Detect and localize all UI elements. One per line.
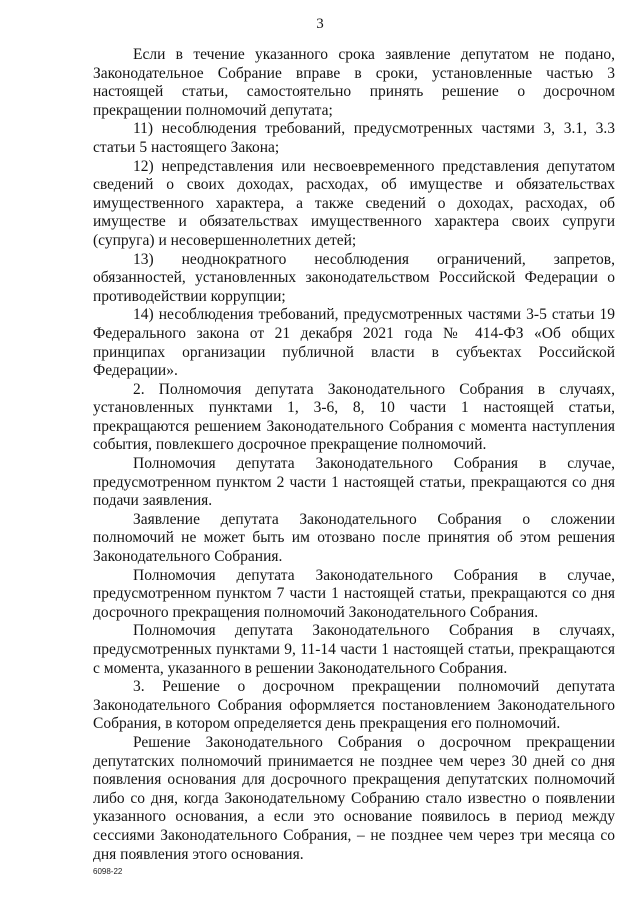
paragraph: 12) непредставления или несвоевременного представления депутатом сведений о своих доходах, расходах, об имуществе и обязательствах имущественного характера, а также сведений о доходах, расходах, об имуществе и обязательствах имущественного характера своих супруги (супруга) и несовершеннолетних детей; xyxy=(93,157,615,249)
paragraph: Решение Законодательного Собрания о досрочном прекращении депутатских полномочий принимается не позднее чем через 30 дней со дня появления основания для досрочного прекращения депутатских полномочий либо со дня, когда Законодательному Собранию стало известно о появлении указанного основания, а если это основание появилось в период между сессиями Законодательного Собрания, – не позднее чем через три месяца со дня появления этого основания. xyxy=(93,733,615,863)
paragraph: 11) несоблюдения требований, предусмотренных частями 3, 3.1, 3.3 статьи 5 настоящего Закона; xyxy=(93,120,615,156)
paragraph: Полномочия депутата Законодательного Собрания в случае, предусмотренном пунктом 7 части 1 настоящей статьи, прекращаются со дня досрочного прекращения полномочий Законодательного Собрания. xyxy=(93,566,615,621)
paragraph: Заявление депутата Законодательного Собрания о сложении полномочий не может быть им отозвано после принятия об этом решения Законодательного Собрания. xyxy=(93,510,615,566)
paragraph: 14) несоблюдения требований, предусмотренных частями 3-5 статьи 19 Федерального закона от 21 декабря 2021 года № 414-ФЗ «Об общих принципах организации публичной власти в субъектах Российской Федерации». xyxy=(93,306,615,380)
paragraph: Если в течение указанного срока заявление депутатом не подано, Законодательное Собрание вправе в сроки, установленные частью 3 настоящей статьи, самостоятельно принять решение о досрочном прекращении полномочий депутата; xyxy=(93,46,615,119)
paragraph: Полномочия депутата Законодательного Собрания в случае, предусмотренном пунктом 2 части 1 настоящей статьи, прекращаются со дня подачи заявления. xyxy=(93,455,615,510)
paragraph: 3. Решение о досрочном прекращении полномочий депутата Законодательного Собрания оформляется постановлением Законодательного Собрания, в котором определяется день прекращения его полномочий. xyxy=(93,678,615,733)
document-body xyxy=(93,46,615,864)
document-code: 6098-22 xyxy=(93,867,123,876)
page-number: 3 xyxy=(316,16,324,32)
paragraph: 13) неоднократного несоблюдения ограничений, запретов, обязанностей, установленных законодательством Российской Федерации о противодействии коррупции; xyxy=(93,250,615,305)
paragraph: 2. Полномочия депутата Законодательного Собрания в случаях, установленных пунктами 1, 3-6, 8, 10 части 1 настоящей статьи, прекращаются решением Законодательного Собрания с момента наступления события, повлекшего досрочное прекращение полномочий. xyxy=(93,380,615,454)
paragraph: Полномочия депутата Законодательного Собрания в случаях, предусмотренных пунктами 9, 11-14 части 1 настоящей статьи, прекращаются с момента, указанного в решении Законодательного Собрания. xyxy=(93,622,615,677)
